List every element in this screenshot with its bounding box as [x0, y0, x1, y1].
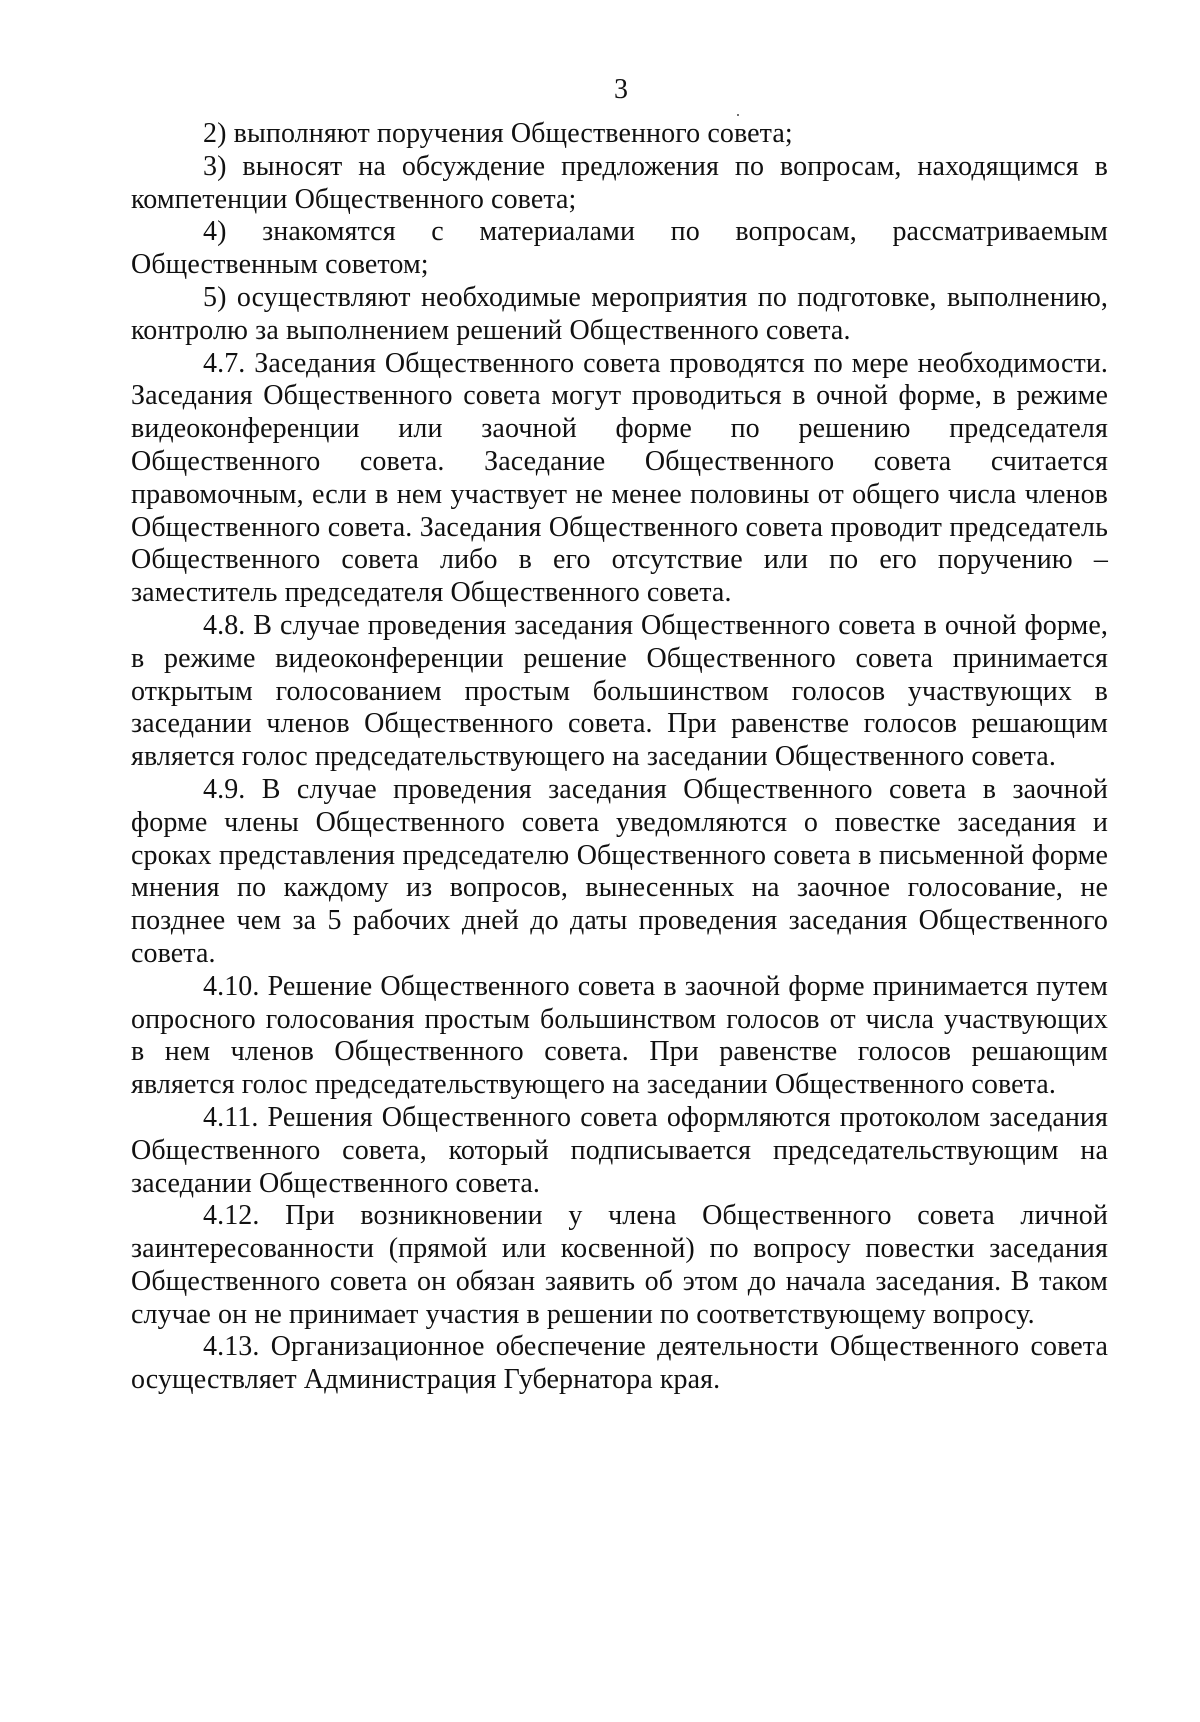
paragraph-item-2: 2) выполняют поручения Общественного совета;	[203, 118, 793, 149]
paragraph-4-11: 4.11. Решения Общественного совета оформляются протоколом заседания Общественного совета, который подписывается председательствующим на заседании Общественного совета.	[131, 1101, 1108, 1199]
paragraph-item-3: 3) выносят на обсуждение предложения по вопросам, находящимся в компетенции Общественного совета;	[131, 150, 1108, 215]
paragraph-4-12: 4.12. При возникновении у члена Общественного совета личной заинтересованности (прямой или косвенной) по вопросу повестки заседания Общественного совета он обязан заявить об этом до начала заседания. В таком случае он не принимает участия в решении по соответствующему вопросу.	[131, 1200, 1108, 1330]
paragraph-item-5: 5) осуществляют необходимые мероприятия по подготовке, выполнению, контролю за выполнением решений Общественного совета.	[131, 281, 1108, 346]
document-body	[131, 118, 1108, 1397]
paragraph-4-8: 4.8. В случае проведения заседания Общественного совета в очной форме, в режиме видеоконференции решение Общественного совета принимается открытым голосованием простым большинством голосов участвующих в заседании членов Общественного совета. При равенстве голосов решающим является голос председательствующего на заседании Общественного совета.	[131, 609, 1108, 773]
page-number: 3	[614, 74, 628, 105]
paragraph-4-13: 4.13. Организационное обеспечение деятельности Общественного совета осуществляет Администрация Губернатора края.	[131, 1331, 1108, 1396]
scan-speck	[737, 114, 739, 116]
paragraph-4-10: 4.10. Решение Общественного совета в заочной форме принимается путем опросного голосования простым большинством голосов от числа участвующих в нем членов Общественного совета. При равенстве голосов решающим является голос председательствующего на заседании Общественного совета.	[131, 970, 1108, 1101]
paragraph-4-9: 4.9. В случае проведения заседания Общественного совета в заочной форме члены Общественного совета уведомляются о повестке заседания и сроках представления председателю Общественного совета в письменной форме мнения по каждому из вопросов, вынесенных на заочное голосование, не позднее чем за 5 рабочих дней до даты проведения заседания Общественного совета.	[131, 773, 1108, 969]
paragraph-4-7: 4.7. Заседания Общественного совета проводятся по мере необходимости. Заседания Общественного совета могут проводиться в очной форме, в режиме видеоконференции или заочной форме по решению председателя Общественного совета. Заседание Общественного совета считается правомочным, если в нем участвует не менее половины от общего числа членов Общественного совета. Заседания Общественного совета проводит председатель Общественного совета либо в его отсутствие или по его поручению – заместитель председателя Общественного совета.	[131, 347, 1108, 609]
paragraph-item-4: 4) знакомятся с материалами по вопросам, рассматриваемым Общественным советом;	[131, 216, 1108, 281]
